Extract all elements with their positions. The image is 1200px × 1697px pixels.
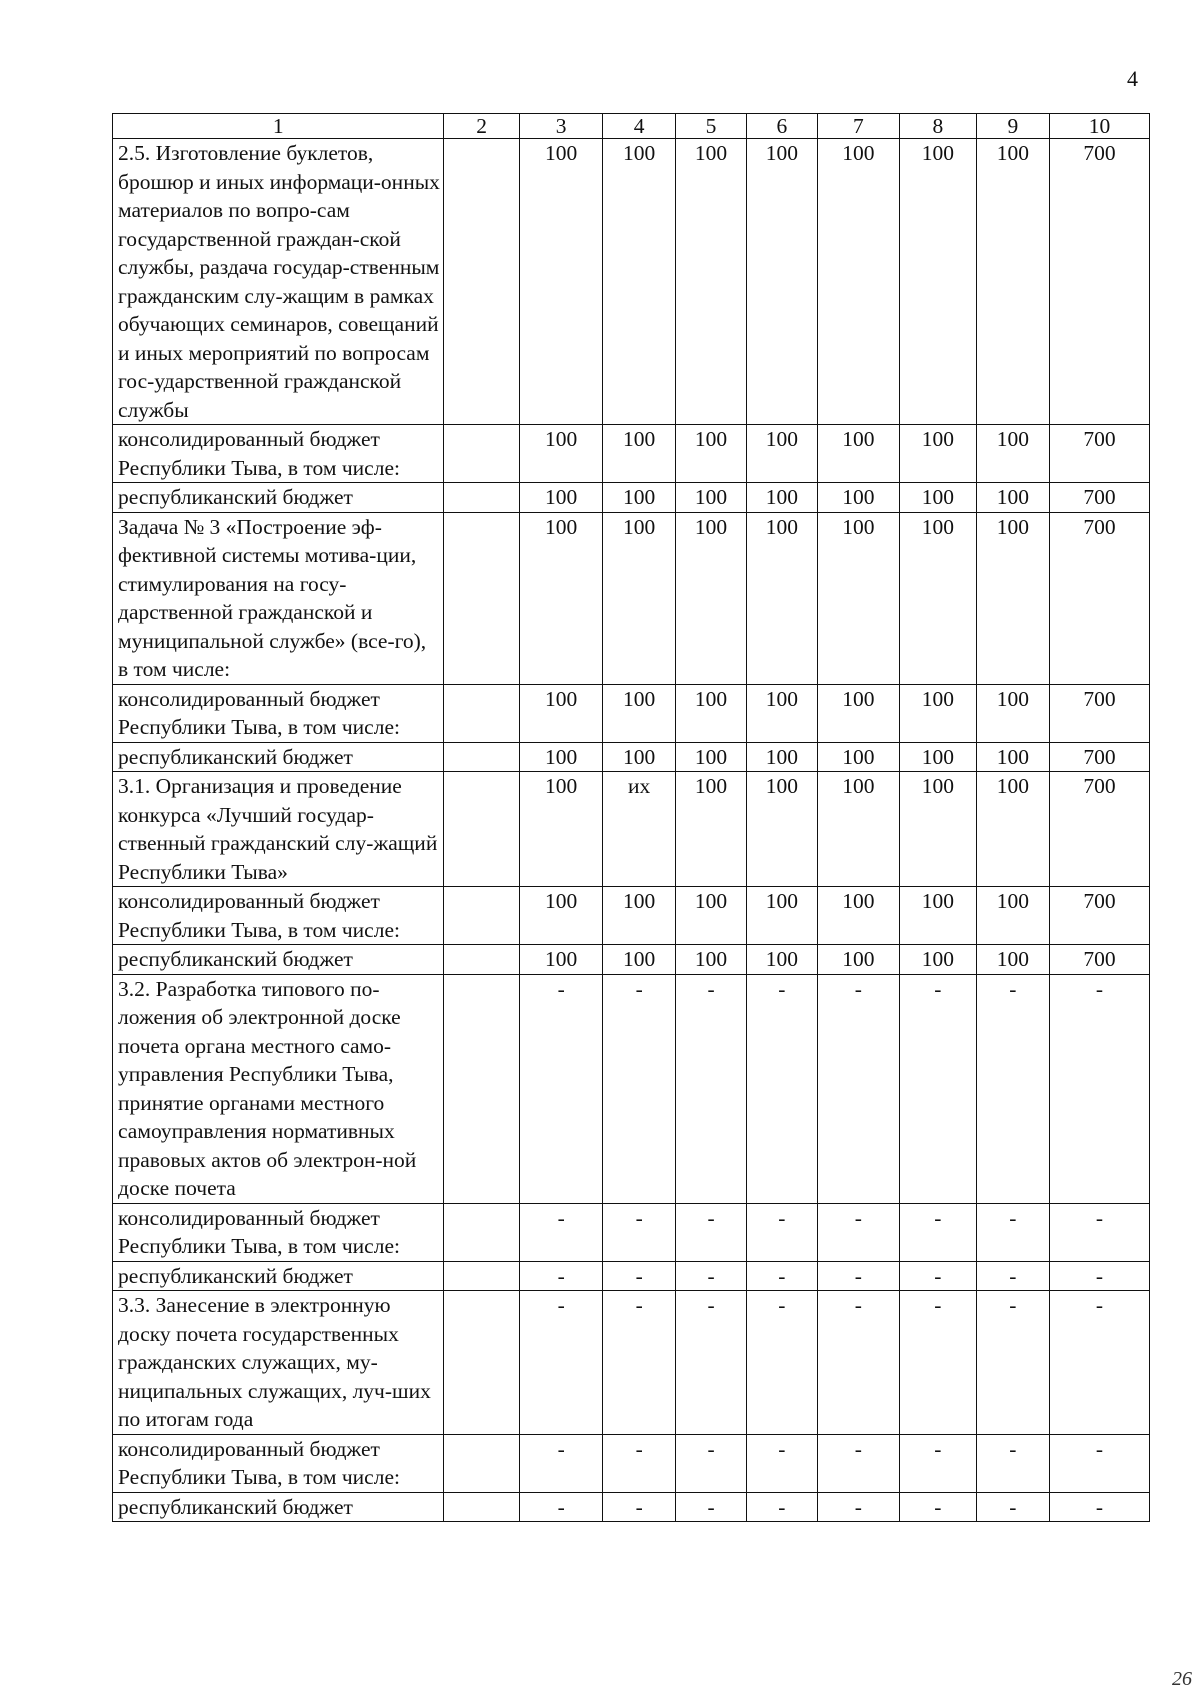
value-cell: 100 xyxy=(900,772,976,887)
row-column-2 xyxy=(444,512,519,684)
value-cell: - xyxy=(603,1261,675,1291)
row-label: Задача № 3 «Построение эф-фективной системы мотива-ции, стимулирования на госу-дарственной гражданской и муниципальной службе» (все-го), в том числе: xyxy=(113,512,444,684)
row-label: республиканский бюджет xyxy=(113,1492,444,1522)
value-cell: 100 xyxy=(817,512,900,684)
value-cell: 100 xyxy=(519,512,603,684)
row-column-2 xyxy=(444,887,519,945)
table-row xyxy=(113,1203,1150,1261)
value-cell: - xyxy=(1050,1261,1150,1291)
value-cell: 100 xyxy=(519,483,603,513)
table-row xyxy=(113,1261,1150,1291)
value-cell: - xyxy=(1050,1492,1150,1522)
value-cell: - xyxy=(519,974,603,1203)
row-column-2 xyxy=(444,139,519,425)
value-cell: - xyxy=(747,1261,817,1291)
value-cell: 100 xyxy=(675,512,746,684)
row-column-2 xyxy=(444,1261,519,1291)
value-cell: 100 xyxy=(675,139,746,425)
value-cell: 700 xyxy=(1050,772,1150,887)
value-cell: - xyxy=(976,1291,1049,1435)
value-cell: 100 xyxy=(900,887,976,945)
value-cell: - xyxy=(817,974,900,1203)
row-label: республиканский бюджет xyxy=(113,483,444,513)
value-cell: 100 xyxy=(747,425,817,483)
value-cell: 100 xyxy=(817,139,900,425)
value-cell: - xyxy=(900,1203,976,1261)
value-cell: 700 xyxy=(1050,742,1150,772)
value-cell: 100 xyxy=(900,425,976,483)
value-cell: - xyxy=(603,1291,675,1435)
column-header: 8 xyxy=(900,114,976,139)
value-cell: - xyxy=(603,1492,675,1522)
column-header: 10 xyxy=(1050,114,1150,139)
value-cell: 100 xyxy=(603,887,675,945)
row-column-2 xyxy=(444,1492,519,1522)
value-cell: 100 xyxy=(747,945,817,975)
page-number: 4 xyxy=(1127,66,1138,91)
row-label: республиканский бюджет xyxy=(113,945,444,975)
value-cell: - xyxy=(900,1492,976,1522)
column-header: 3 xyxy=(519,114,603,139)
value-cell: - xyxy=(747,974,817,1203)
row-label: консолидированный бюджет Республики Тыва, в том числе: xyxy=(113,887,444,945)
header-row xyxy=(113,114,1150,139)
row-label: 3.2. Разработка типового по-ложения об электронной доске почета органа местного само-управления Республики Тыва, принятие органами местного самоуправления нормативных правовых актов об электрон-ной доске почета xyxy=(113,974,444,1203)
value-cell: 100 xyxy=(976,684,1049,742)
value-cell: - xyxy=(519,1261,603,1291)
table-row xyxy=(113,772,1150,887)
value-cell: - xyxy=(900,1434,976,1492)
row-column-2 xyxy=(444,1434,519,1492)
value-cell: 100 xyxy=(603,742,675,772)
value-cell: 100 xyxy=(900,512,976,684)
row-label: 3.1. Организация и проведение конкурса «Лучший государ-ственный гражданский слу-жащий Республики Тыва» xyxy=(113,772,444,887)
value-cell: 100 xyxy=(817,772,900,887)
row-column-2 xyxy=(444,742,519,772)
value-cell: 100 xyxy=(817,483,900,513)
value-cell: 100 xyxy=(976,483,1049,513)
value-cell: 100 xyxy=(603,512,675,684)
value-cell: - xyxy=(976,1492,1049,1522)
value-cell: 100 xyxy=(603,684,675,742)
value-cell: - xyxy=(675,1203,746,1261)
value-cell: - xyxy=(976,1434,1049,1492)
value-cell: - xyxy=(976,1261,1049,1291)
value-cell: 100 xyxy=(603,139,675,425)
table-row xyxy=(113,512,1150,684)
value-cell: 100 xyxy=(900,139,976,425)
row-label: 2.5. Изготовление буклетов, брошюр и иных информаци-онных материалов по вопро-сам государственной граждан-ской службы, раздача государ-ственным гражданским слу-жащим в рамках обучающих семинаров, совещаний и иных мероприятий по вопросам гос-ударственной гражданской службы xyxy=(113,139,444,425)
table-row xyxy=(113,684,1150,742)
row-label: консолидированный бюджет Республики Тыва, в том числе: xyxy=(113,425,444,483)
value-cell: 100 xyxy=(519,945,603,975)
value-cell: 100 xyxy=(976,139,1049,425)
value-cell: 100 xyxy=(675,887,746,945)
budget-table xyxy=(112,113,1150,1522)
value-cell: - xyxy=(817,1291,900,1435)
row-label: республиканский бюджет xyxy=(113,742,444,772)
row-column-2 xyxy=(444,974,519,1203)
column-header: 4 xyxy=(603,114,675,139)
value-cell: 100 xyxy=(675,425,746,483)
value-cell: - xyxy=(675,1291,746,1435)
table-row xyxy=(113,1492,1150,1522)
value-cell: 100 xyxy=(519,887,603,945)
value-cell: 100 xyxy=(817,684,900,742)
row-label: консолидированный бюджет Республики Тыва, в том числе: xyxy=(113,1203,444,1261)
value-cell: 100 xyxy=(675,945,746,975)
value-cell: - xyxy=(675,1492,746,1522)
value-cell: 100 xyxy=(817,887,900,945)
value-cell: 100 xyxy=(747,887,817,945)
row-column-2 xyxy=(444,425,519,483)
value-cell: - xyxy=(519,1492,603,1522)
value-cell: - xyxy=(603,1434,675,1492)
table-row xyxy=(113,425,1150,483)
value-cell: - xyxy=(976,974,1049,1203)
value-cell: 100 xyxy=(675,483,746,513)
table-row xyxy=(113,1434,1150,1492)
value-cell: - xyxy=(817,1492,900,1522)
value-cell: 100 xyxy=(747,742,817,772)
value-cell: 100 xyxy=(976,887,1049,945)
table-row xyxy=(113,742,1150,772)
value-cell: 700 xyxy=(1050,945,1150,975)
row-column-2 xyxy=(444,945,519,975)
value-cell: 700 xyxy=(1050,684,1150,742)
value-cell: 100 xyxy=(747,772,817,887)
value-cell: - xyxy=(519,1203,603,1261)
value-cell: - xyxy=(675,974,746,1203)
value-cell: 100 xyxy=(519,425,603,483)
column-header: 6 xyxy=(747,114,817,139)
column-header: 1 xyxy=(113,114,444,139)
value-cell: 100 xyxy=(976,425,1049,483)
value-cell: 100 xyxy=(900,742,976,772)
value-cell: 100 xyxy=(519,772,603,887)
value-cell: 100 xyxy=(900,684,976,742)
value-cell: 100 xyxy=(900,945,976,975)
value-cell: - xyxy=(519,1291,603,1435)
value-cell: 100 xyxy=(675,742,746,772)
row-column-2 xyxy=(444,772,519,887)
value-cell: 100 xyxy=(817,425,900,483)
value-cell: 100 xyxy=(976,512,1049,684)
value-cell: - xyxy=(1050,1291,1150,1435)
value-cell: - xyxy=(603,1203,675,1261)
row-label: консолидированный бюджет Республики Тыва, в том числе: xyxy=(113,684,444,742)
value-cell: - xyxy=(1050,1434,1150,1492)
value-cell: 100 xyxy=(976,742,1049,772)
value-cell: 100 xyxy=(976,945,1049,975)
row-label: республиканский бюджет xyxy=(113,1261,444,1291)
value-cell: 100 xyxy=(519,742,603,772)
value-cell: - xyxy=(747,1434,817,1492)
value-cell: 100 xyxy=(976,772,1049,887)
value-cell: - xyxy=(675,1434,746,1492)
row-column-2 xyxy=(444,483,519,513)
value-cell: - xyxy=(900,1261,976,1291)
value-cell: - xyxy=(747,1203,817,1261)
value-cell: 100 xyxy=(519,139,603,425)
value-cell: 100 xyxy=(817,742,900,772)
row-column-2 xyxy=(444,684,519,742)
value-cell: - xyxy=(1050,974,1150,1203)
column-header: 9 xyxy=(976,114,1049,139)
table-row xyxy=(113,974,1150,1203)
value-cell: - xyxy=(900,974,976,1203)
value-cell: 100 xyxy=(900,483,976,513)
corner-mark: 26 xyxy=(1172,1668,1192,1690)
value-cell: 700 xyxy=(1050,139,1150,425)
value-cell: 700 xyxy=(1050,512,1150,684)
value-cell: - xyxy=(976,1203,1049,1261)
value-cell: - xyxy=(1050,1203,1150,1261)
row-column-2 xyxy=(444,1203,519,1261)
column-header: 2 xyxy=(444,114,519,139)
value-cell: - xyxy=(817,1261,900,1291)
value-cell: - xyxy=(747,1492,817,1522)
value-cell: 100 xyxy=(675,684,746,742)
value-cell: 700 xyxy=(1050,483,1150,513)
value-cell: - xyxy=(675,1261,746,1291)
value-cell: - xyxy=(817,1434,900,1492)
value-cell: 100 xyxy=(817,945,900,975)
value-cell: 100 xyxy=(519,684,603,742)
row-label: консолидированный бюджет Республики Тыва, в том числе: xyxy=(113,1434,444,1492)
value-cell: 100 xyxy=(603,945,675,975)
table-row xyxy=(113,887,1150,945)
row-column-2 xyxy=(444,1291,519,1435)
value-cell: 100 xyxy=(747,483,817,513)
value-cell: - xyxy=(519,1434,603,1492)
value-cell: - xyxy=(817,1203,900,1261)
row-label: 3.3. Занесение в электронную доску почета государственных гражданских служащих, му-ниципальных служащих, луч-ших по итогам года xyxy=(113,1291,444,1435)
value-cell: 100 xyxy=(747,684,817,742)
value-cell: 100 xyxy=(603,483,675,513)
value-cell: их xyxy=(603,772,675,887)
value-cell: 700 xyxy=(1050,425,1150,483)
value-cell: 100 xyxy=(675,772,746,887)
value-cell: - xyxy=(900,1291,976,1435)
column-header: 5 xyxy=(675,114,746,139)
table-row xyxy=(113,483,1150,513)
value-cell: - xyxy=(603,974,675,1203)
value-cell: 100 xyxy=(603,425,675,483)
value-cell: 700 xyxy=(1050,887,1150,945)
table-row xyxy=(113,139,1150,425)
table-row xyxy=(113,1291,1150,1435)
value-cell: 100 xyxy=(747,512,817,684)
table-row xyxy=(113,945,1150,975)
value-cell: 100 xyxy=(747,139,817,425)
column-header: 7 xyxy=(817,114,900,139)
value-cell: - xyxy=(747,1291,817,1435)
table-body xyxy=(113,139,1150,1522)
